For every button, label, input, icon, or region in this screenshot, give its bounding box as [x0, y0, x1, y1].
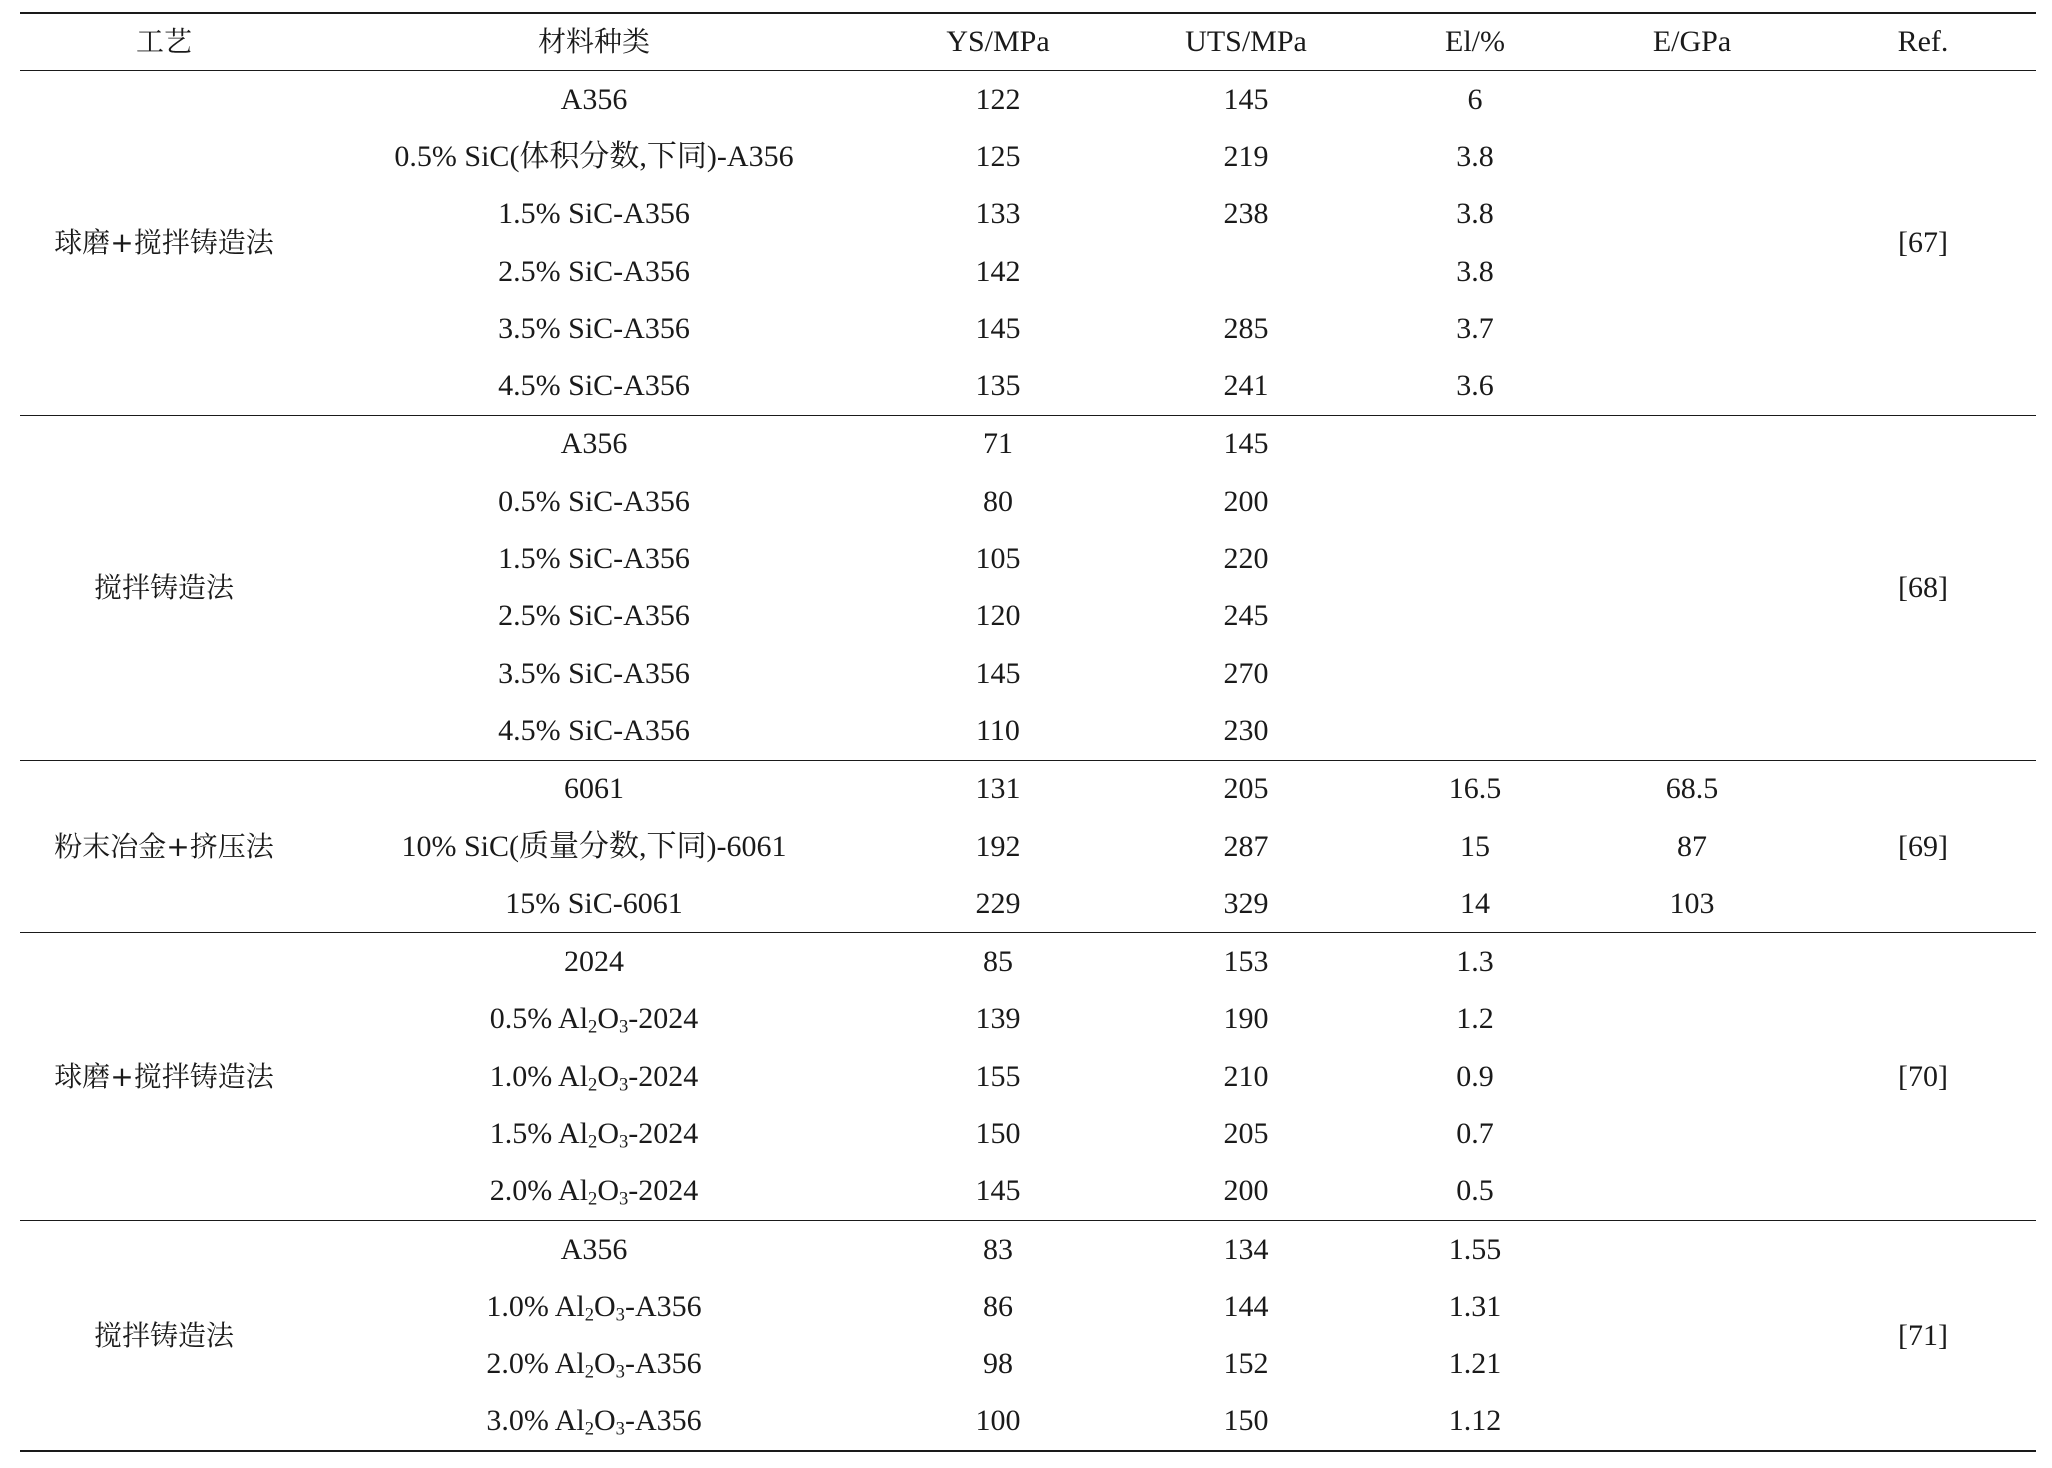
- header-el: El/%: [1445, 25, 1505, 58]
- table-row: [20, 71, 2036, 129]
- material-subscript: 2: [588, 1131, 598, 1153]
- el-cell: 3.8: [1456, 254, 1494, 288]
- el-cell: 15: [1460, 829, 1490, 863]
- material-prefix: 1.0% Al: [486, 1289, 585, 1323]
- e-cell: [1574, 1393, 1810, 1451]
- material-cell: 2024: [564, 945, 624, 979]
- uts-cell: 145: [1223, 427, 1269, 461]
- ys-cell: 145: [975, 311, 1021, 345]
- ys-cell: 105: [975, 542, 1021, 576]
- material-mid: O: [594, 1347, 616, 1381]
- el-cell: 0.5: [1456, 1174, 1494, 1208]
- ys-cell: 192: [975, 829, 1021, 863]
- table-header-row: [20, 13, 2036, 71]
- material-cell: 1.5% SiC-A356: [498, 542, 690, 576]
- table-row: [20, 1105, 2036, 1162]
- process-cell: 粉末冶金+挤压法: [54, 829, 274, 863]
- ref-cell: [69]: [1898, 829, 1948, 863]
- el-cell: 3.8: [1456, 197, 1494, 231]
- material-mid: O: [597, 1059, 619, 1093]
- table-row: [20, 875, 2036, 933]
- ys-cell: 229: [975, 886, 1021, 920]
- material-suffix: -2024: [628, 1116, 699, 1150]
- material-subscript: 2: [584, 1361, 594, 1383]
- uts-cell: 190: [1223, 1002, 1269, 1036]
- material-cell: 2.5% SiC-A356: [498, 254, 690, 288]
- header-ref: Ref.: [1897, 25, 1949, 58]
- material-mid: O: [597, 1116, 619, 1150]
- material-cell: 2.5% SiC-A356: [498, 599, 690, 633]
- ys-cell: 85: [983, 945, 1013, 979]
- ys-cell: 86: [983, 1289, 1013, 1323]
- material-prefix: 2.0% Al: [486, 1347, 585, 1381]
- el-cell: 1.2: [1456, 1002, 1494, 1036]
- ys-cell: 145: [975, 1174, 1021, 1208]
- uts-cell: 220: [1223, 542, 1269, 576]
- el-cell: 1.31: [1448, 1289, 1502, 1323]
- table-row: [20, 186, 2036, 243]
- material-cell: A356: [560, 1232, 628, 1266]
- table-row: [20, 243, 2036, 300]
- table-row: [20, 1393, 2036, 1451]
- uts-cell: 245: [1223, 599, 1269, 633]
- material-cell: [308, 1163, 880, 1221]
- material-subscript: 2: [584, 1304, 594, 1326]
- material-prefix: 1.0% Al: [489, 1059, 589, 1093]
- ys-cell: 100: [975, 1404, 1021, 1438]
- el-cell: 1.3: [1456, 945, 1494, 979]
- table-row: [20, 1048, 2036, 1105]
- ys-cell: 131: [975, 772, 1021, 806]
- e-cell: [1574, 415, 1810, 473]
- table-row: [20, 645, 2036, 702]
- e-cell: [1574, 1336, 1810, 1393]
- material-suffix: -2024: [628, 1002, 699, 1036]
- table-row: [20, 991, 2036, 1048]
- material-prefix: 3.0% Al: [486, 1404, 585, 1438]
- header-e: E/GPa: [1652, 25, 1732, 58]
- material-subscript: 2: [588, 1188, 598, 1210]
- material-cell: [308, 991, 880, 1048]
- e-cell: 87: [1677, 829, 1707, 863]
- table-row: [20, 933, 2036, 991]
- ys-cell: 133: [975, 197, 1021, 231]
- e-cell: [1574, 530, 1810, 587]
- material-mid: O: [594, 1289, 616, 1323]
- table-row: [20, 300, 2036, 357]
- el-cell: 1.21: [1448, 1347, 1502, 1381]
- e-cell: [1574, 243, 1810, 300]
- header-uts: UTS/MPa: [1185, 25, 1307, 58]
- el-cell: 0.9: [1456, 1059, 1494, 1093]
- table-row: [20, 128, 2036, 185]
- table-row: [20, 818, 2036, 875]
- table-row: [20, 588, 2036, 645]
- material-suffix: -2024: [628, 1174, 699, 1208]
- process-cell: 搅拌铸造法: [93, 1318, 234, 1352]
- e-cell: [1574, 1105, 1810, 1162]
- uts-cell: 329: [1223, 886, 1269, 920]
- material-subscript: 3: [619, 1131, 629, 1153]
- material-cell: [308, 1105, 880, 1162]
- material-cell: 0.5% SiC-A356: [498, 484, 690, 518]
- material-subscript: 3: [619, 1188, 629, 1210]
- uts-cell: 134: [1223, 1232, 1269, 1266]
- el-cell: 3.6: [1456, 369, 1494, 403]
- material-prefix: 2.0% Al: [489, 1174, 589, 1208]
- e-cell: [1574, 357, 1810, 415]
- uts-cell: 200: [1223, 1174, 1269, 1208]
- material-suffix: -A356: [624, 1347, 702, 1381]
- table-row: [20, 1336, 2036, 1393]
- table-row: [20, 760, 2036, 818]
- e-cell: [1574, 933, 1810, 991]
- material-cell: 15% SiC-6061: [505, 886, 683, 920]
- ys-cell: 80: [983, 484, 1013, 518]
- table-row: [20, 473, 2036, 530]
- ys-cell: 71: [983, 427, 1013, 461]
- uts-cell: 205: [1223, 772, 1269, 806]
- table-row: [20, 1278, 2036, 1335]
- material-subscript: 2: [584, 1419, 594, 1441]
- ys-cell: 110: [976, 713, 1020, 747]
- el-cell: 1.12: [1448, 1404, 1502, 1438]
- ys-cell: 135: [975, 369, 1021, 403]
- e-cell: [1574, 473, 1810, 530]
- material-cell: 1.5% SiC-A356: [498, 197, 690, 231]
- material-subscript: 3: [619, 1017, 629, 1039]
- uts-cell: 287: [1223, 829, 1269, 863]
- el-cell: 0.7: [1456, 1116, 1494, 1150]
- uts-cell: 270: [1223, 656, 1269, 690]
- table-row: [20, 1163, 2036, 1221]
- material-subscript: 3: [615, 1304, 625, 1326]
- table-row: [20, 530, 2036, 587]
- el-cell: 3.7: [1456, 311, 1494, 345]
- uts-cell: 205: [1223, 1116, 1269, 1150]
- ys-cell: 145: [975, 656, 1021, 690]
- material-cell: 3.5% SiC-A356: [498, 656, 690, 690]
- ys-cell: 83: [983, 1232, 1013, 1266]
- uts-cell: 241: [1223, 369, 1269, 403]
- e-cell: [1574, 991, 1810, 1048]
- uts-cell: 230: [1223, 713, 1269, 747]
- uts-cell: 152: [1223, 1347, 1269, 1381]
- material-mid: O: [597, 1002, 619, 1036]
- material-cell: 6061: [564, 772, 624, 806]
- el-cell: 14: [1460, 886, 1490, 920]
- el-cell: 1.55: [1448, 1232, 1502, 1266]
- ys-cell: 125: [975, 139, 1021, 173]
- material-subscript: 3: [619, 1074, 629, 1096]
- material-suffix: -A356: [624, 1404, 702, 1438]
- ys-cell: 120: [975, 599, 1021, 633]
- el-cell: 16.5: [1448, 772, 1502, 806]
- e-cell: [1574, 186, 1810, 243]
- el-cell: [1376, 588, 1574, 645]
- table-row: [20, 702, 2036, 760]
- e-cell: [1574, 1048, 1810, 1105]
- material-subscript: 3: [615, 1419, 625, 1441]
- material-cell: 10% SiC(质量分数,下同)-6061: [401, 829, 787, 863]
- material-subscript: 3: [615, 1361, 625, 1383]
- e-cell: [1574, 702, 1810, 760]
- uts-cell: 238: [1223, 197, 1269, 231]
- material-cell: [308, 1393, 880, 1451]
- header-process: 工艺: [135, 25, 192, 58]
- table-row: [20, 415, 2036, 473]
- material-cell: 3.5% SiC-A356: [498, 311, 690, 345]
- material-prefix: 1.5% Al: [489, 1116, 589, 1150]
- uts-cell: [1116, 243, 1376, 300]
- uts-cell: 145: [1223, 82, 1269, 116]
- ref-cell: [67]: [1898, 225, 1948, 259]
- material-cell: 4.5% SiC-A356: [498, 369, 690, 403]
- material-suffix: -A356: [624, 1289, 702, 1323]
- e-cell: 68.5: [1665, 772, 1719, 806]
- properties-table: [20, 12, 2036, 1452]
- material-prefix: 0.5% Al: [489, 1002, 589, 1036]
- e-cell: [1574, 128, 1810, 185]
- el-cell: [1376, 645, 1574, 702]
- ys-cell: 150: [975, 1116, 1021, 1150]
- ys-cell: 139: [975, 1002, 1021, 1036]
- e-cell: [1574, 71, 1810, 129]
- e-cell: [1574, 300, 1810, 357]
- material-mid: O: [594, 1404, 616, 1438]
- material-cell: A356: [560, 82, 628, 116]
- header-ys: YS/MPa: [946, 25, 1050, 58]
- table-row: [20, 1220, 2036, 1278]
- material-cell: [308, 1336, 880, 1393]
- material-text: 0.5% SiC(体积分数,下同)-A356: [394, 139, 794, 173]
- el-cell: 3.8: [1456, 139, 1494, 173]
- uts-cell: 219: [1223, 139, 1269, 173]
- material-mid: O: [597, 1174, 619, 1208]
- el-cell: [1376, 530, 1574, 587]
- ys-cell: 155: [975, 1059, 1021, 1093]
- table-row: [20, 357, 2036, 415]
- uts-cell: 153: [1223, 945, 1269, 979]
- uts-cell: 210: [1223, 1059, 1269, 1093]
- uts-cell: 150: [1223, 1404, 1269, 1438]
- ref-cell: [70]: [1898, 1059, 1948, 1093]
- material-cell: [308, 1048, 880, 1105]
- ys-cell: 98: [983, 1347, 1013, 1381]
- material-cell: A356: [560, 427, 628, 461]
- process-cell: 球磨+搅拌铸造法: [54, 1059, 274, 1093]
- e-cell: [1574, 645, 1810, 702]
- el-cell: [1376, 415, 1574, 473]
- uts-cell: 144: [1223, 1289, 1269, 1323]
- ys-cell: 122: [975, 82, 1021, 116]
- ys-cell: 142: [975, 254, 1021, 288]
- header-material: 材料种类: [537, 25, 650, 58]
- ref-cell: [71]: [1898, 1318, 1948, 1352]
- material-cell: 4.5% SiC-A356: [498, 713, 690, 747]
- material-subscript: 2: [588, 1017, 598, 1039]
- e-cell: 103: [1669, 886, 1715, 920]
- uts-cell: 200: [1223, 484, 1269, 518]
- e-cell: [1574, 1278, 1810, 1335]
- el-cell: [1376, 473, 1574, 530]
- process-cell: 搅拌铸造法: [93, 570, 234, 604]
- material-suffix: -2024: [628, 1059, 699, 1093]
- material-cell: [308, 1278, 880, 1335]
- el-cell: [1376, 702, 1574, 760]
- material-subscript: 2: [588, 1074, 598, 1096]
- e-cell: [1574, 1220, 1810, 1278]
- el-cell: 6: [1467, 82, 1483, 116]
- material-cell: [308, 128, 880, 185]
- process-cell: 球磨+搅拌铸造法: [54, 225, 274, 259]
- ref-cell: [68]: [1898, 570, 1948, 604]
- e-cell: [1574, 1163, 1810, 1221]
- uts-cell: 285: [1223, 311, 1269, 345]
- e-cell: [1574, 588, 1810, 645]
